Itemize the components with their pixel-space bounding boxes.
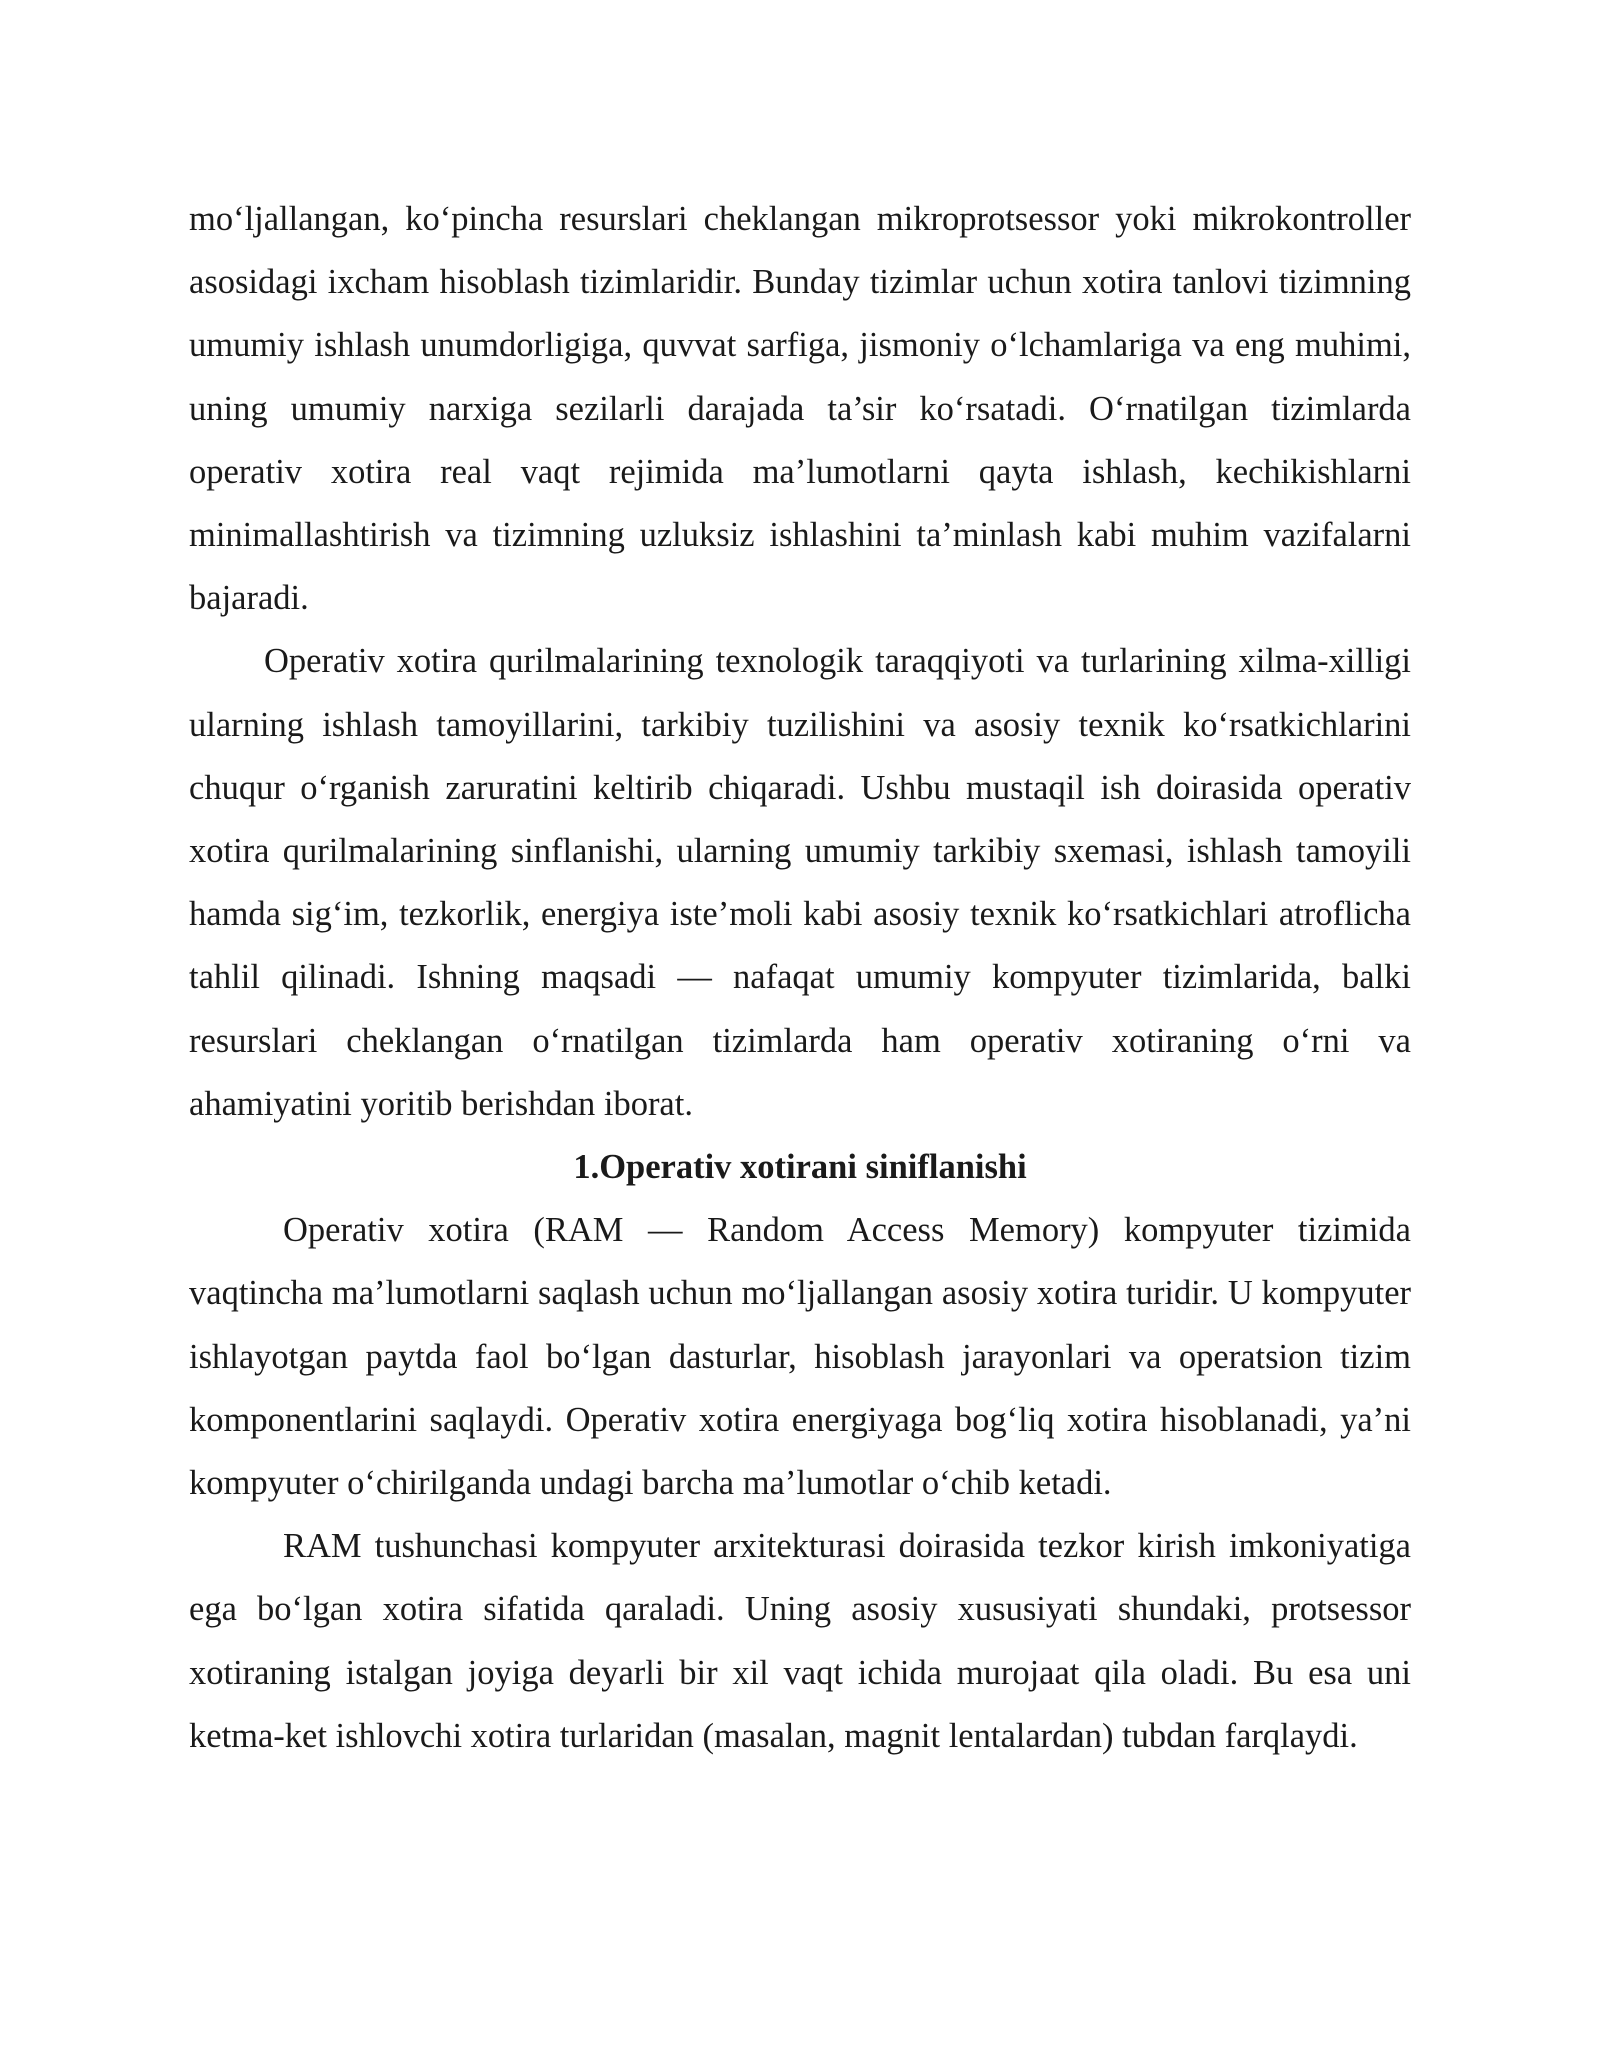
paragraph-ram-concept: RAM tushunchasi kompyuter arxitekturasi doirasida tezkor kirish imkoniyatiga ega bo‘lgan xotira sifatida qaraladi. Uning asosiy xususiyati shundaki, protsessor xotiraning istalgan joyiga deyarli bir xil vaqt ichida murojaat qila oladi. Bu esa uni ketma-ket ishlovchi xotira turlaridan (masalan, magnit lentalardan) tubdan farqlaydi. <box>189 1527 1411 1755</box>
paragraph-intro-continuation: mo‘ljallangan, ko‘pincha resurslari cheklangan mikroprotsessor yoki mikrokontroller asosidagi ixcham hisoblash tizimlaridir. Bunday tizimlar uchun xotira tanlovi tizimning umumiy ishlash unumdorligiga, quvvat sarfiga, jismoniy o‘lchamlariga va eng muhimi, uning umumiy narxiga sezilarli darajada ta’sir ko‘rsatadi. O‘rnatilgan tizimlarda operativ xotira real vaqt rejimida ma’lumotlarni qayta ishlash, kechikishlarni minimallashtirish va tizimning uzluksiz ishlashini ta’minlash kabi muhim vazifalarni bajaradi. <box>189 200 1411 618</box>
paragraph-work-purpose: Operativ xotira qurilmalarining texnologik taraqqiyoti va turlarining xilma-xilligi ularning ishlash tamoyillarini, tarkibiy tuzilishini va asosiy texnik ko‘rsatkichlarini chuqur o‘rganish zaruratini keltirib chiqaradi. Ushbu mustaqil ish doirasida operativ xotira qurilmalarining sinflanishi, ularning umumiy tarkibiy sxemasi, ishlash tamoyili hamda sig‘im, tezkorlik, energiya iste’moli kabi asosiy texnik ko‘rsatkichlari atroflicha tahlil qilinadi. Ishning maqsadi — nafaqat umumiy kompyuter tizimlarida, balki resurslari cheklangan o‘rnatilgan tizimlarda ham operativ xotiraning o‘rni va ahamiyatini yoritib berishdan iborat. <box>189 642 1411 1123</box>
section-heading: 1.Operativ xotirani siniflanishi <box>573 1148 1027 1187</box>
document-body <box>189 188 1411 1768</box>
paragraph-ram-definition: Operativ xotira (RAM — Random Access Memory) kompyuter tizimida vaqtincha ma’lumotlarni saqlash uchun mo‘ljallangan asosiy xotira turidir. U kompyuter ishlayotgan paytda faol bo‘lgan dasturlar, hisoblash jarayonlari va operatsion tizim komponentlarini saqlaydi. Operativ xotira energiyaga bog‘liq xotira hisoblanadi, ya’ni kompyuter o‘chirilganda undagi barcha ma’lumotlar o‘chib ketadi. <box>189 1211 1411 1503</box>
